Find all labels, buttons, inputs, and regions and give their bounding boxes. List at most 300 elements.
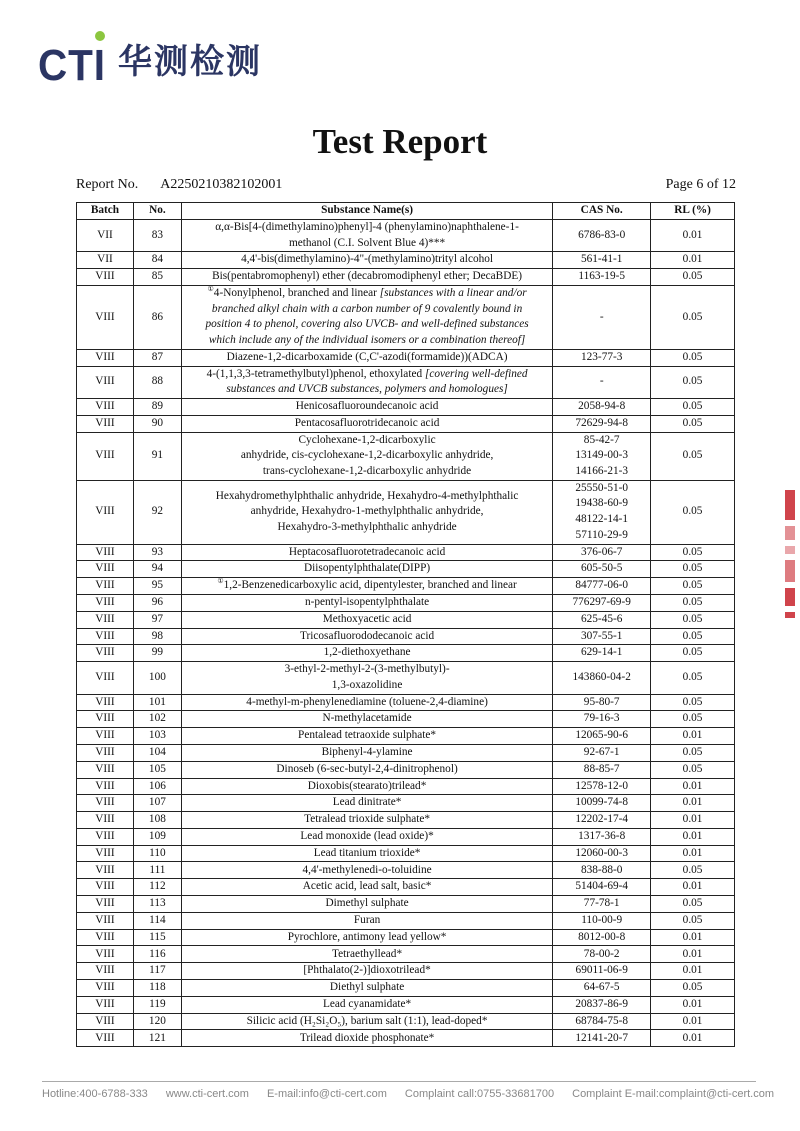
- cas-number: 8012-00-8: [578, 930, 626, 943]
- rl-cell: 0.05: [651, 286, 735, 350]
- substance-name-cell: [181, 761, 552, 778]
- rl-cell: 0.05: [651, 432, 735, 480]
- cas-number: 85-42-7: [583, 433, 620, 446]
- batch-cell: VIII: [77, 778, 134, 795]
- rl-cell: 0.01: [651, 845, 735, 862]
- batch-cell: VIII: [77, 415, 134, 432]
- number-cell: 99: [133, 645, 181, 662]
- batch-cell: VIII: [77, 286, 134, 350]
- col-header-cas: CAS No.: [553, 203, 651, 220]
- table-row: [77, 896, 735, 913]
- substance-name-cell: [181, 578, 552, 595]
- substance-name-cell: [181, 220, 552, 252]
- cas-number-cell: [553, 349, 651, 366]
- cas-number-cell: [553, 432, 651, 480]
- cas-number: 10099-74-8: [575, 796, 629, 809]
- cas-number: 95-80-7: [583, 695, 620, 708]
- footer-divider: [42, 1081, 756, 1082]
- rl-cell: 0.05: [651, 349, 735, 366]
- batch-cell: VIII: [77, 578, 134, 595]
- substance-name-line: anhydride, cis-cyclohexane-1,2-dicarboxylic anhydride,: [240, 449, 494, 462]
- number-cell: 106: [133, 778, 181, 795]
- rl-cell: 0.05: [651, 415, 735, 432]
- table-row: [77, 480, 735, 544]
- batch-cell: VIII: [77, 711, 134, 728]
- cas-number-cell: [553, 220, 651, 252]
- cas-number: 92-67-1: [583, 745, 620, 758]
- substance-name-cell: [181, 399, 552, 416]
- cas-number-cell: [553, 845, 651, 862]
- cas-number: 12141-20-7: [575, 1031, 629, 1044]
- substance-name-cell: [181, 628, 552, 645]
- number-cell: 85: [133, 269, 181, 286]
- cas-number: 13149-00-3: [575, 449, 629, 462]
- rl-cell: 0.05: [651, 628, 735, 645]
- cas-number: 123-77-3: [580, 350, 623, 363]
- cas-number: -: [599, 375, 604, 388]
- number-cell: 112: [133, 879, 181, 896]
- table-row: [77, 812, 735, 829]
- substance-name-cell: [181, 744, 552, 761]
- cas-number-cell: [553, 269, 651, 286]
- cas-number-cell: [553, 662, 651, 694]
- number-cell: 116: [133, 946, 181, 963]
- cas-number-cell: [553, 578, 651, 595]
- cas-number: 57110-29-9: [575, 528, 628, 541]
- substance-name-cell: [181, 662, 552, 694]
- cas-number-cell: [553, 812, 651, 829]
- table-row: [77, 220, 735, 252]
- batch-cell: VIII: [77, 946, 134, 963]
- substance-name-line: Diisopentylphthalate(DIPP): [304, 562, 431, 575]
- substance-name-cell: [181, 1013, 552, 1030]
- logo-dot-icon: [95, 31, 105, 41]
- batch-cell: VIII: [77, 879, 134, 896]
- cas-number: 6786-83-0: [578, 228, 626, 241]
- table-row: [77, 1013, 735, 1030]
- table-header-row: [77, 203, 735, 220]
- number-cell: 87: [133, 349, 181, 366]
- cas-number-cell: [553, 594, 651, 611]
- batch-cell: VIII: [77, 399, 134, 416]
- batch-cell: VIII: [77, 862, 134, 879]
- number-cell: 86: [133, 286, 181, 350]
- substance-name-cell: [181, 611, 552, 628]
- substance-name-cell: [181, 711, 552, 728]
- cas-number: 307-55-1: [580, 629, 623, 642]
- rl-cell: 0.05: [651, 980, 735, 997]
- cas-number: 88-85-7: [583, 762, 620, 775]
- substance-name-line: trans-cyclohexane-1,2-dicarboxylic anhydride: [262, 465, 472, 478]
- batch-cell: VII: [77, 252, 134, 269]
- cas-number: 12060-00-3: [575, 846, 629, 859]
- table-row: [77, 399, 735, 416]
- number-cell: 121: [133, 1030, 181, 1047]
- rl-cell: 0.05: [651, 594, 735, 611]
- cas-number: 51404-69-4: [575, 880, 629, 893]
- substance-name-cell: [181, 594, 552, 611]
- substance-name-line: Acetic acid, lead salt, basic*: [302, 880, 432, 893]
- cas-number: 84777-06-0: [575, 579, 629, 592]
- rl-cell: 0.05: [651, 761, 735, 778]
- number-cell: 102: [133, 711, 181, 728]
- substance-name-line: methanol (C.I. Solvent Blue 4)***: [288, 236, 446, 249]
- batch-cell: VII: [77, 220, 134, 252]
- table-row: [77, 828, 735, 845]
- batch-cell: VIII: [77, 845, 134, 862]
- substance-name-cell: [181, 778, 552, 795]
- substance-name-line: α,α-Bis[4-(dimethylamino)phenyl]-4 (phenylamino)naphthalene-1-: [215, 221, 519, 233]
- substance-name-cell: [181, 996, 552, 1013]
- number-cell: 113: [133, 896, 181, 913]
- table-row: [77, 252, 735, 269]
- substance-name-line: Dimethyl sulphate: [325, 897, 409, 910]
- logo-cti-text: CTI: [38, 41, 106, 90]
- substance-name-line: 1,2-diethoxyethane: [323, 646, 411, 659]
- substance-name-line: Lead monoxide (lead oxide)*: [300, 829, 434, 842]
- batch-cell: VIII: [77, 963, 134, 980]
- cas-number-cell: [553, 1030, 651, 1047]
- rl-cell: 0.05: [651, 366, 735, 398]
- number-cell: 89: [133, 399, 181, 416]
- cas-number-cell: [553, 415, 651, 432]
- substance-name-cell: [181, 946, 552, 963]
- substance-name-line: Pentalead tetraoxide sulphate*: [298, 729, 437, 742]
- substance-name-line: Lead titanium trioxide*: [313, 846, 421, 859]
- number-cell: 91: [133, 432, 181, 480]
- table-row: [77, 946, 735, 963]
- table-row: [77, 761, 735, 778]
- cas-number-cell: [553, 480, 651, 544]
- rl-cell: 0.05: [651, 645, 735, 662]
- substance-name-line: Diazene-1,2-dicarboxamide (C,C'-azodi(formamide))(ADCA): [226, 350, 508, 363]
- substance-name-cell: [181, 795, 552, 812]
- cas-number-cell: [553, 761, 651, 778]
- rl-cell: 0.01: [651, 946, 735, 963]
- table-row: [77, 963, 735, 980]
- cas-number: 2058-94-8: [578, 400, 626, 413]
- cas-number: 14166-21-3: [575, 465, 629, 478]
- table-row: [77, 544, 735, 561]
- substance-name-cell: [181, 728, 552, 745]
- number-cell: 95: [133, 578, 181, 595]
- number-cell: 108: [133, 812, 181, 829]
- table-row: [77, 628, 735, 645]
- batch-cell: VIII: [77, 1013, 134, 1030]
- substance-name-cell: [181, 645, 552, 662]
- number-cell: 94: [133, 561, 181, 578]
- footnote-mark-icon: ①: [217, 577, 224, 586]
- number-cell: 118: [133, 980, 181, 997]
- cas-number-cell: [553, 980, 651, 997]
- table-row: [77, 645, 735, 662]
- cas-number-cell: [553, 778, 651, 795]
- table-row: [77, 929, 735, 946]
- number-cell: 90: [133, 415, 181, 432]
- substance-name-line: 1,3-oxazolidine: [331, 678, 403, 691]
- cas-number-cell: [553, 996, 651, 1013]
- batch-cell: VIII: [77, 744, 134, 761]
- substance-name-line: Pyrochlore, antimony lead yellow*: [287, 930, 447, 943]
- footer-email: E-mail:info@cti-cert.com: [266, 1088, 387, 1100]
- batch-cell: VIII: [77, 662, 134, 694]
- footer-complaint-email: Complaint E-mail:complaint@cti-cert.com: [572, 1088, 775, 1100]
- table-row: [77, 366, 735, 398]
- substance-name-cell: [181, 349, 552, 366]
- cas-number-cell: [553, 828, 651, 845]
- cas-number: 605-50-5: [580, 562, 623, 575]
- rl-cell: 0.05: [651, 912, 735, 929]
- table-row: [77, 415, 735, 432]
- rl-cell: 0.05: [651, 662, 735, 694]
- rl-cell: 0.01: [651, 812, 735, 829]
- batch-cell: VIII: [77, 812, 134, 829]
- table-row: [77, 578, 735, 595]
- cas-number-cell: [553, 645, 651, 662]
- substance-name-line: Tricosafluorododecanoic acid: [299, 629, 435, 642]
- cas-number: 78-00-2: [583, 947, 620, 960]
- cas-number-cell: [553, 744, 651, 761]
- table-row: [77, 980, 735, 997]
- substance-name-line: Pentacosafluorotridecanoic acid: [294, 416, 440, 429]
- cas-number-cell: [553, 286, 651, 350]
- table-row: [77, 912, 735, 929]
- cas-number-cell: [553, 963, 651, 980]
- substance-description-line: position 4 to phenol, covering also UVCB- and well-defined substances: [205, 318, 529, 331]
- substance-name-line: Trilead dioxide phosphonate*: [299, 1031, 435, 1044]
- substance-name-cell: [181, 828, 552, 845]
- rl-cell: 0.01: [651, 1013, 735, 1030]
- batch-cell: VIII: [77, 912, 134, 929]
- cas-number: 25550-51-0: [575, 481, 629, 494]
- substance-name-cell: [181, 286, 552, 350]
- substance-name-cell: [181, 879, 552, 896]
- substance-description-line: [covering well-defined: [424, 367, 528, 380]
- number-cell: 93: [133, 544, 181, 561]
- rl-cell: 0.05: [651, 711, 735, 728]
- batch-cell: VIII: [77, 1030, 134, 1047]
- cas-number: 69011-06-9: [575, 964, 628, 977]
- cas-number: 77-78-1: [583, 897, 620, 910]
- report-no-value: A2250210382102001: [160, 177, 283, 192]
- substance-name-cell: [181, 963, 552, 980]
- cas-number: 19438-60-9: [575, 497, 629, 510]
- substance-name-line: 4,4'-methylenedi-o-toluidine: [302, 863, 432, 876]
- number-cell: 119: [133, 996, 181, 1013]
- batch-cell: VIII: [77, 929, 134, 946]
- substance-name-cell: [181, 269, 552, 286]
- footer: [42, 1088, 775, 1100]
- col-header-rl: RL (%): [651, 203, 735, 220]
- table-body: [77, 220, 735, 1047]
- table-row: [77, 862, 735, 879]
- rl-cell: 0.01: [651, 963, 735, 980]
- substance-name-line: Tetraethyllead*: [332, 947, 403, 960]
- substance-name-line: 3-ethyl-2-methyl-2-(3-methylbutyl)-: [284, 663, 450, 676]
- table-row: [77, 349, 735, 366]
- number-cell: 104: [133, 744, 181, 761]
- cas-number: 79-16-3: [583, 712, 620, 725]
- cas-number: 1163-19-5: [578, 270, 626, 283]
- table-row: [77, 845, 735, 862]
- table-row: [77, 1030, 735, 1047]
- number-cell: 117: [133, 963, 181, 980]
- cas-number-cell: [553, 795, 651, 812]
- substance-name-line: Biphenyl-4-ylamine: [321, 745, 413, 758]
- rl-cell: 0.01: [651, 728, 735, 745]
- substance-name-line: Henicosafluoroundecanoic acid: [295, 400, 439, 413]
- number-cell: 96: [133, 594, 181, 611]
- rl-cell: 0.05: [651, 896, 735, 913]
- substance-description-line: branched alkyl chain with a carbon number of 9 covalently bound in: [211, 302, 523, 315]
- cas-number: 143860-04-2: [572, 670, 631, 683]
- substance-name-line: 4,4'-bis(dimethylamino)-4"-(methylamino)trityl alcohol: [241, 253, 494, 266]
- table-row: [77, 744, 735, 761]
- substance-name-line: 4-methyl-m-phenylenediamine (toluene-2,4-diamine): [246, 695, 488, 708]
- number-cell: 120: [133, 1013, 181, 1030]
- col-header-batch: Batch: [77, 203, 134, 220]
- cas-number-cell: [553, 1013, 651, 1030]
- number-cell: 103: [133, 728, 181, 745]
- substance-name-line: anhydride, Hexahydro-1-methylphthalic anhydride,: [250, 505, 484, 518]
- rl-cell: 0.01: [651, 828, 735, 845]
- batch-cell: VIII: [77, 366, 134, 398]
- cas-number-cell: [553, 879, 651, 896]
- cas-number: 561-41-1: [580, 253, 623, 266]
- number-cell: 84: [133, 252, 181, 269]
- rl-cell: 0.01: [651, 220, 735, 252]
- rl-cell: 0.01: [651, 879, 735, 896]
- rl-cell: 0.05: [651, 561, 735, 578]
- footnote-mark-icon: ①: [207, 285, 214, 294]
- substance-name-cell: [181, 1030, 552, 1047]
- number-cell: 115: [133, 929, 181, 946]
- substance-name-line: Diethyl sulphate: [329, 981, 405, 994]
- cas-number-cell: [553, 399, 651, 416]
- batch-cell: VIII: [77, 980, 134, 997]
- cas-number: 64-67-5: [583, 981, 620, 994]
- cas-number: 629-14-1: [580, 646, 623, 659]
- batch-cell: VIII: [77, 728, 134, 745]
- table-row: [77, 269, 735, 286]
- substance-name-cell: [181, 812, 552, 829]
- batch-cell: VIII: [77, 269, 134, 286]
- substance-name-line: Silicic acid (H₂Si₂O₅), barium salt (1:1), lead-doped*: [246, 1014, 488, 1027]
- cas-number: 12065-90-6: [575, 729, 629, 742]
- table-row: [77, 778, 735, 795]
- number-cell: 92: [133, 480, 181, 544]
- cas-number-cell: [553, 929, 651, 946]
- red-seal-stamp: [785, 490, 800, 640]
- substance-name-cell: [181, 694, 552, 711]
- number-cell: 105: [133, 761, 181, 778]
- batch-cell: VIII: [77, 896, 134, 913]
- cas-number-cell: [553, 711, 651, 728]
- substance-name-line: Furan: [353, 913, 381, 926]
- cas-number: 776297-69-9: [572, 595, 631, 608]
- rl-cell: 0.05: [651, 744, 735, 761]
- table-row: [77, 286, 735, 350]
- batch-cell: VIII: [77, 761, 134, 778]
- table-row: [77, 594, 735, 611]
- rl-cell: 0.05: [651, 862, 735, 879]
- number-cell: 83: [133, 220, 181, 252]
- batch-cell: VIII: [77, 480, 134, 544]
- batch-cell: VIII: [77, 628, 134, 645]
- batch-cell: VIII: [77, 594, 134, 611]
- cas-number-cell: [553, 611, 651, 628]
- table-row: [77, 694, 735, 711]
- footer-website: www.cti-cert.com: [165, 1088, 249, 1100]
- table-row: [77, 879, 735, 896]
- batch-cell: VIII: [77, 349, 134, 366]
- table-row: [77, 795, 735, 812]
- batch-cell: VIII: [77, 996, 134, 1013]
- substance-description-line: substances and UVCB substances, polymers and homologues]: [226, 383, 508, 396]
- substance-name-line: Lead dinitrate*: [332, 796, 402, 809]
- rl-cell: 0.05: [651, 694, 735, 711]
- substance-name-line: Hexahydro-3-methylphthalic anhydride: [277, 520, 457, 533]
- batch-cell: VIII: [77, 828, 134, 845]
- cas-number: 625-45-6: [580, 612, 623, 625]
- cas-number-cell: [553, 561, 651, 578]
- batch-cell: VIII: [77, 432, 134, 480]
- substance-name-line: Hexahydromethylphthalic anhydride, Hexahydro-4-methylphthalic: [215, 489, 519, 502]
- cas-number: 1317-36-8: [578, 829, 626, 842]
- number-cell: 100: [133, 662, 181, 694]
- cas-number-cell: [553, 912, 651, 929]
- table-row: [77, 996, 735, 1013]
- rl-cell: 0.01: [651, 996, 735, 1013]
- substance-name-line: 4-(1,1,3,3-tetramethylbutyl)phenol, ethoxylated: [206, 367, 423, 380]
- batch-cell: VIII: [77, 694, 134, 711]
- company-logo: [38, 38, 112, 88]
- substance-name-line: 1,2-Benzenedicarboxylic acid, dipentylester, branched and linear: [223, 579, 517, 592]
- cas-number-cell: [553, 896, 651, 913]
- rl-cell: 0.05: [651, 578, 735, 595]
- rl-cell: 0.05: [651, 544, 735, 561]
- rl-cell: 0.05: [651, 611, 735, 628]
- cas-number: 72629-94-8: [575, 416, 629, 429]
- cas-number: 110-00-9: [581, 913, 623, 926]
- substance-name-cell: [181, 912, 552, 929]
- cas-number-cell: [553, 728, 651, 745]
- cas-number-cell: [553, 694, 651, 711]
- substance-description-line: [substances with a linear and/or: [379, 287, 527, 299]
- substance-name-line: N-methylacetamide: [322, 712, 412, 725]
- number-cell: 109: [133, 828, 181, 845]
- table-row: [77, 432, 735, 480]
- cas-number-cell: [553, 366, 651, 398]
- cas-number: 376-06-7: [580, 545, 623, 558]
- table-row: [77, 662, 735, 694]
- substance-name-line: [Phthalato(2-)]dioxotrilead*: [303, 964, 431, 977]
- table-row: [77, 561, 735, 578]
- table-row: [77, 611, 735, 628]
- substance-name-cell: [181, 561, 552, 578]
- batch-cell: VIII: [77, 561, 134, 578]
- substance-name-cell: [181, 415, 552, 432]
- substance-name-cell: [181, 366, 552, 398]
- number-cell: 107: [133, 795, 181, 812]
- substance-name-line: Cyclohexane-1,2-dicarboxylic: [298, 433, 436, 446]
- rl-cell: 0.05: [651, 480, 735, 544]
- substance-name-line: 4-Nonylphenol, branched and linear: [213, 287, 377, 299]
- substance-name-cell: [181, 862, 552, 879]
- rl-cell: 0.01: [651, 795, 735, 812]
- page-indicator: Page 6 of 12: [665, 177, 736, 192]
- col-header-substance: Substance Name(s): [181, 203, 552, 220]
